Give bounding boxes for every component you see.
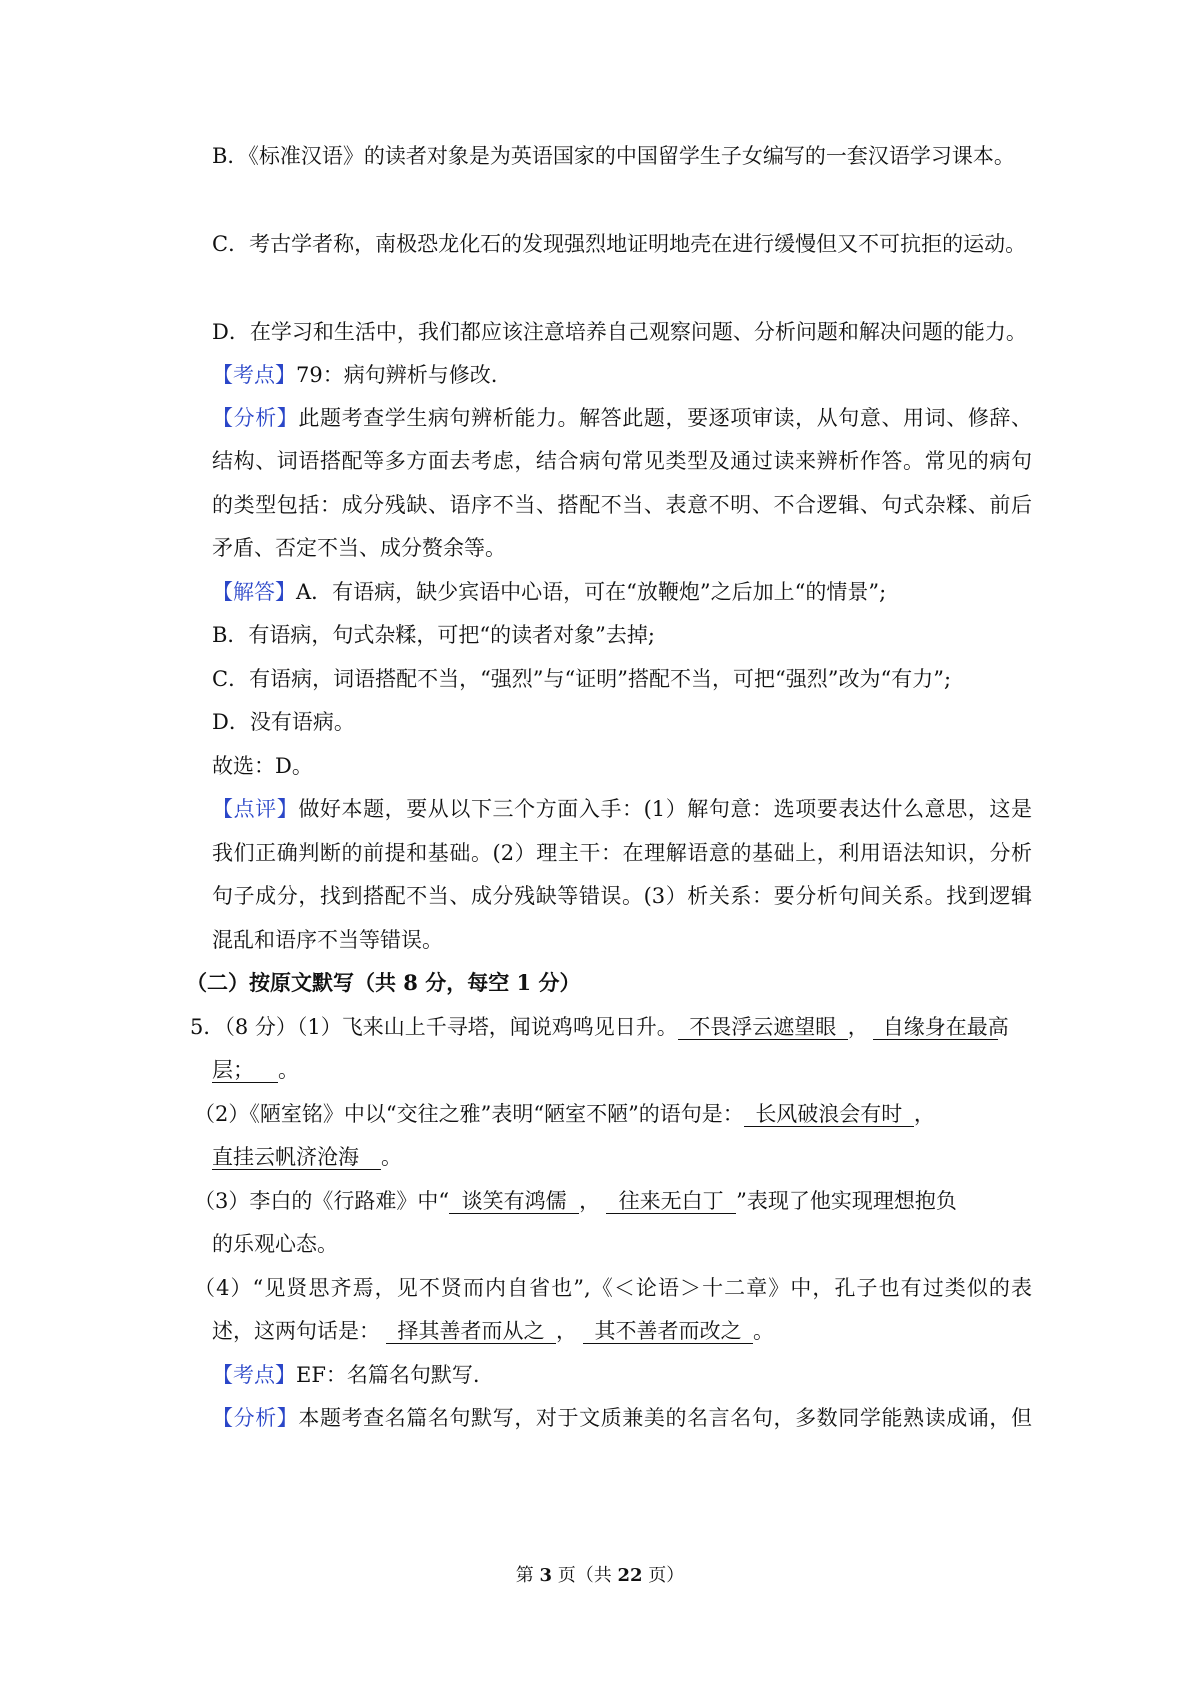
kaodian-text: 79：病句辨析与修改. bbox=[296, 363, 498, 387]
q4-jieda-d: D．没有语病。 bbox=[212, 710, 355, 734]
answer-blank-continued: 层； bbox=[212, 1058, 278, 1083]
q4-jieda-c: C．有语病，词语搭配不当，“强烈”与“证明”搭配不当，可把“强烈”改为“有力”; bbox=[212, 667, 952, 691]
q4-answer: 故选：D。 bbox=[212, 754, 313, 778]
answer-blank: 谈笑有鸿儒 bbox=[449, 1189, 579, 1214]
q5-part3-line1 bbox=[194, 1186, 1014, 1216]
footer-middle: 页（共 bbox=[552, 1565, 618, 1586]
answer-blank: 自缘身在最高 bbox=[873, 1015, 998, 1040]
option-c: C．考古学者称，南极恐龙化石的发现强烈地证明地壳在进行缓慢但又不可抗拒的运动。 bbox=[212, 232, 1027, 256]
q4-jieda-a bbox=[212, 577, 1032, 607]
jieda-tag: 【解答】 bbox=[212, 580, 296, 604]
q5-p2-comma: ， bbox=[913, 1102, 935, 1126]
q5-p4-comma: ， bbox=[556, 1319, 577, 1343]
jieda-a-text: A．有语病，缺少宾语中心语，可在“放鞭炮”之后加上“的情景”; bbox=[296, 580, 887, 604]
q5-p2-end: 。 bbox=[381, 1145, 402, 1169]
q5-p1-comma: ， bbox=[847, 1015, 869, 1039]
q5-p4-end: 。 bbox=[753, 1319, 774, 1343]
kaodian-tag: 【考点】 bbox=[212, 363, 296, 387]
answer-blank: 往来无白丁 bbox=[606, 1189, 736, 1214]
q4-kaodian bbox=[212, 360, 1032, 390]
q5-p3-prefix: （3）李白的《行路难》中“ bbox=[194, 1189, 450, 1213]
q5-p1-end: 。 bbox=[278, 1058, 299, 1082]
fenxi-tag: 【分析】 bbox=[212, 1406, 299, 1430]
q5-part1-line2 bbox=[212, 1055, 1032, 1085]
q5-part2-line1 bbox=[194, 1099, 1014, 1129]
q5-p4-prefix: 述，这两句话是： bbox=[212, 1319, 380, 1343]
q5-kaodian bbox=[212, 1360, 1032, 1390]
q5-part1-line1 bbox=[190, 1012, 1032, 1042]
q4-dianping-line1 bbox=[212, 794, 1032, 824]
q5-part4-line1: （4）“见贤思齐焉，见不贤而内自省也”,《＜论语＞十二章》中，孔子也有过类似的表 bbox=[194, 1276, 1032, 1300]
footer-suffix: 页） bbox=[642, 1565, 685, 1586]
dianping-tag: 【点评】 bbox=[212, 797, 299, 821]
q4-fenxi-line2: 结构、词语搭配等多方面去考虑，结合病句常见类型及通过读来辨析作答。常见的病句 bbox=[212, 449, 1032, 473]
footer-prefix: 第 bbox=[515, 1565, 540, 1586]
q4-fenxi-line4: 矛盾、否定不当、成分赘余等。 bbox=[212, 536, 506, 560]
page-footer bbox=[0, 1563, 1200, 1589]
q5-part2-line2 bbox=[212, 1142, 1032, 1172]
q5-part3-line2: 的乐观心态。 bbox=[212, 1232, 338, 1256]
q4-dianping-line3: 句子成分，找到搭配不当、成分残缺等错误。(3）析关系：要分析句间关系。找到逻辑 bbox=[212, 884, 1032, 908]
kaodian-tag: 【考点】 bbox=[212, 1363, 296, 1387]
q4-dianping-line4: 混乱和语序不当等错误。 bbox=[212, 928, 443, 952]
fenxi-text: 此题考查学生病句辨析能力。解答此题，要逐项审读，从句意、用词、修辞、 bbox=[298, 406, 1033, 430]
answer-blank: 直挂云帆济沧海 bbox=[212, 1145, 381, 1170]
option-b: B．《标准汉语》的读者对象是为英语国家的中国留学生子女编写的一套汉语学习课本。 bbox=[212, 144, 1015, 168]
dianping-text: 做好本题，要从以下三个方面入手：(1）解句意：选项要表达什么意思，这是 bbox=[298, 797, 1032, 821]
total-pages: 22 bbox=[617, 1565, 643, 1586]
q5-p2-prefix: （2）《陋室铭》中以“交往之雅”表明“陋室不陋”的语句是： bbox=[194, 1102, 744, 1126]
answer-blank: 不畏浮云遮望眼 bbox=[678, 1015, 848, 1040]
fenxi-tag: 【分析】 bbox=[212, 406, 299, 430]
answer-blank: 择其善者而从之 bbox=[386, 1319, 556, 1344]
q5-fenxi bbox=[212, 1403, 1032, 1433]
q5-part4-line2 bbox=[212, 1316, 1032, 1346]
q5-p1-prefix: 5．（8 分）（1）飞来山上千寻塔，闻说鸡鸣见日升。 bbox=[190, 1015, 678, 1039]
q5-p3-suffix: ”表现了他实现理想抱负 bbox=[736, 1189, 957, 1213]
q4-dianping-line2: 我们正确判断的前提和基础。(2）理主干：在理解语意的基础上，利用语法知识，分析 bbox=[212, 841, 1032, 865]
kaodian-text: EF：名篇名句默写. bbox=[296, 1363, 480, 1387]
section-title: （二）按原文默写（共 8 分，每空 1 分） bbox=[186, 970, 581, 995]
fenxi-text: 本题考查名篇名句默写，对于文质兼美的名言名句，多数同学能熟读成诵，但 bbox=[298, 1406, 1033, 1430]
answer-blank: 其不善者而改之 bbox=[583, 1319, 753, 1344]
option-d: D．在学习和生活中，我们都应该注意培养自己观察问题、分析问题和解决问题的能力。 bbox=[212, 320, 1027, 344]
q5-p3-comma: ， bbox=[579, 1189, 601, 1213]
q4-fenxi-line1 bbox=[212, 403, 1032, 433]
q4-jieda-b: B．有语病，句式杂糅，可把“的读者对象”去掉; bbox=[212, 623, 655, 647]
page-number: 3 bbox=[539, 1565, 552, 1586]
answer-blank: 长风破浪会有时 bbox=[744, 1102, 914, 1127]
q4-fenxi-line3: 的类型包括：成分残缺、语序不当、搭配不当、表意不明、不合逻辑、句式杂糅、前后 bbox=[212, 493, 1032, 517]
